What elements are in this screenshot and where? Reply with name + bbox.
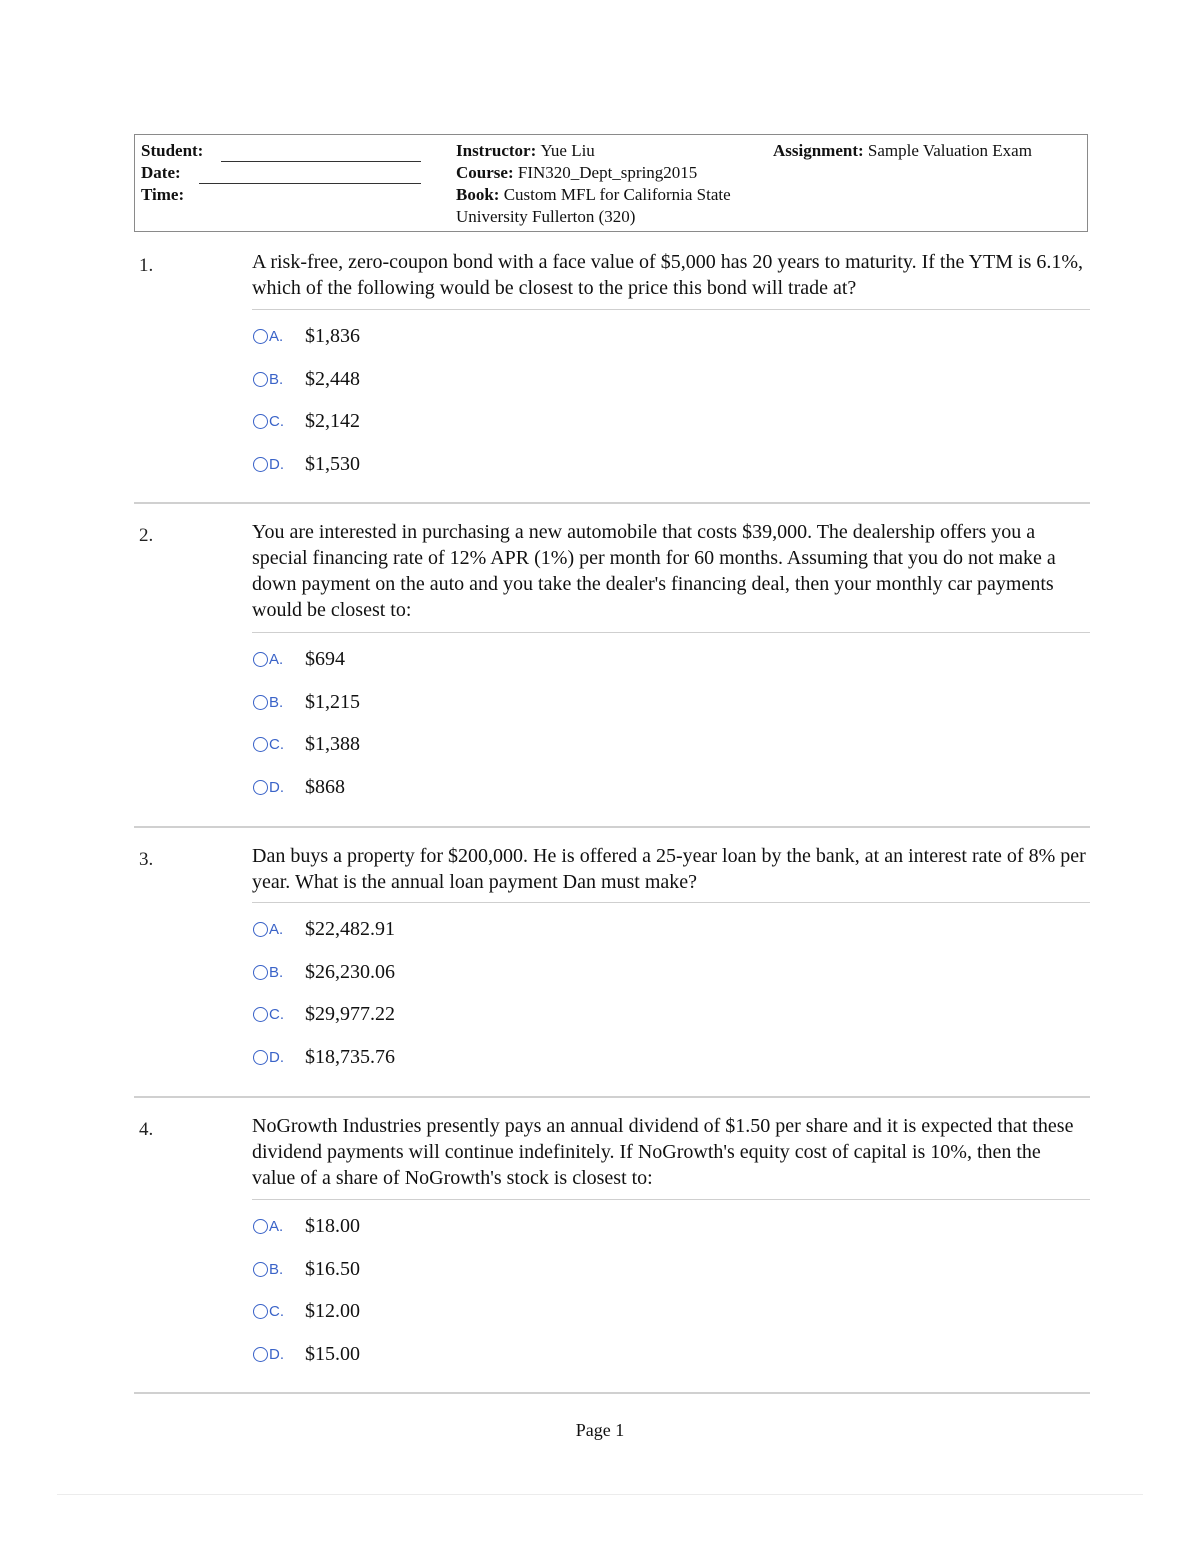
- option-d[interactable]: [253, 1045, 395, 1069]
- option-b[interactable]: [253, 690, 360, 714]
- option-value: $1,836: [305, 324, 360, 347]
- option-c[interactable]: [253, 1002, 395, 1026]
- option-b[interactable]: [253, 367, 360, 391]
- option-letter: C.: [269, 1005, 284, 1023]
- question-number: 1.: [139, 255, 154, 276]
- question-separator: [134, 1096, 1090, 1098]
- option-value: $2,448: [305, 367, 360, 390]
- option-d[interactable]: [253, 1342, 360, 1366]
- question-separator: [134, 1392, 1090, 1394]
- radio-button-icon[interactable]: [253, 1262, 268, 1277]
- radio-button-icon[interactable]: [253, 695, 268, 710]
- radio-button-icon[interactable]: [253, 780, 268, 795]
- option-letter: A.: [269, 327, 284, 345]
- option-a[interactable]: [253, 647, 345, 671]
- question-number: 4.: [139, 1119, 154, 1140]
- radio-button-icon[interactable]: [253, 1219, 268, 1234]
- radio-button-icon[interactable]: [253, 372, 268, 387]
- time-label: Time:: [141, 185, 185, 204]
- option-value: $18,735.76: [305, 1045, 395, 1068]
- assignment-value: Sample Valuation Exam: [867, 141, 1032, 160]
- radio-button-icon[interactable]: [253, 652, 268, 667]
- option-letter: A.: [269, 920, 284, 938]
- instructor-label: Instructor:: [456, 141, 537, 160]
- option-letter: C.: [269, 735, 284, 753]
- radio-button-icon[interactable]: [253, 1347, 268, 1362]
- option-value: $16.50: [305, 1257, 360, 1280]
- instructor-value: Yue Liu: [540, 141, 595, 160]
- radio-button-icon[interactable]: [253, 1304, 268, 1319]
- question-divider: [252, 902, 1090, 903]
- date-label: Date:: [141, 163, 181, 182]
- course-info: [456, 140, 776, 228]
- question-text: Dan buys a property for $200,000. He is offered a 25-year loan by the bank, at an interest rate of 8% per year. What is the annual loan payment Dan must make?: [252, 845, 1086, 893]
- option-value: $1,215: [305, 690, 360, 713]
- course-label: Course:: [456, 163, 514, 182]
- question-text: You are interested in purchasing a new automobile that costs $39,000. The dealership offers you a special financing rate of 12% APR (1%) per month for 60 months. Assuming that you do not make a down payment on the auto and you take the dealer's financing deal, then your monthly car payments would be closest to:: [252, 521, 1056, 621]
- question-divider: [252, 632, 1090, 633]
- option-b[interactable]: [253, 960, 395, 984]
- option-value: $29,977.22: [305, 1002, 395, 1025]
- option-a[interactable]: [253, 324, 360, 348]
- book-value-continued: University Fullerton (320): [456, 207, 636, 226]
- option-value: $26,230.06: [305, 960, 395, 983]
- question-divider: [252, 1199, 1090, 1200]
- radio-button-icon[interactable]: [253, 922, 268, 937]
- radio-button-icon[interactable]: [253, 329, 268, 344]
- option-letter: C.: [269, 412, 284, 430]
- option-c[interactable]: [253, 409, 360, 433]
- option-value: $15.00: [305, 1342, 360, 1365]
- option-a[interactable]: [253, 917, 395, 941]
- option-value: $1,530: [305, 452, 360, 475]
- radio-button-icon[interactable]: [253, 1050, 268, 1065]
- radio-button-icon[interactable]: [253, 1007, 268, 1022]
- question-number: 2.: [139, 525, 154, 546]
- question-divider: [252, 309, 1090, 310]
- student-info: [141, 140, 431, 206]
- option-letter: B.: [269, 963, 284, 981]
- radio-button-icon[interactable]: [253, 737, 268, 752]
- option-value: $12.00: [305, 1299, 360, 1322]
- option-letter: B.: [269, 370, 284, 388]
- option-value: $868: [305, 775, 345, 798]
- radio-button-icon[interactable]: [253, 965, 268, 980]
- option-c[interactable]: [253, 732, 360, 756]
- student-name-field[interactable]: [221, 146, 421, 162]
- radio-button-icon[interactable]: [253, 457, 268, 472]
- option-letter: A.: [269, 1217, 284, 1235]
- question-text: NoGrowth Industries presently pays an annual dividend of $1.50 per share and it is expected that these dividend payments will continue indefinitely. If NoGrowth's equity cost of capital is 10%, then the value of a share of NoGrowth's stock is closest to:: [252, 1115, 1074, 1189]
- option-letter: D.: [269, 455, 284, 473]
- option-d[interactable]: [253, 775, 345, 799]
- option-a[interactable]: [253, 1214, 360, 1238]
- option-letter: D.: [269, 1048, 284, 1066]
- assignment-label: Assignment:: [773, 141, 864, 160]
- assignment-info: [773, 140, 1083, 162]
- assignment-header: [134, 134, 1088, 232]
- option-letter: D.: [269, 778, 284, 796]
- option-d[interactable]: [253, 452, 360, 476]
- option-letter: D.: [269, 1345, 284, 1363]
- option-b[interactable]: [253, 1257, 360, 1281]
- book-value: Custom MFL for California State: [503, 185, 731, 204]
- page-number: Page 1: [575, 1420, 625, 1440]
- page-bottom-divider: [57, 1494, 1143, 1495]
- option-value: $22,482.91: [305, 917, 395, 940]
- option-value: $18.00: [305, 1214, 360, 1237]
- option-c[interactable]: [253, 1299, 360, 1323]
- option-letter: B.: [269, 1260, 284, 1278]
- course-value: FIN320_Dept_spring2015: [517, 163, 698, 182]
- student-label: Student:: [141, 141, 204, 160]
- question-number: 3.: [139, 849, 154, 870]
- option-letter: C.: [269, 1302, 284, 1320]
- option-letter: A.: [269, 650, 284, 668]
- radio-button-icon[interactable]: [253, 414, 268, 429]
- question-separator: [134, 826, 1090, 828]
- option-value: $694: [305, 647, 345, 670]
- book-label: Book:: [456, 185, 500, 204]
- question-separator: [134, 502, 1090, 504]
- question-text: A risk-free, zero-coupon bond with a face value of $5,000 has 20 years to maturity. If the YTM is 6.1%, which of the following would be closest to the price this bond will trade at?: [252, 251, 1084, 299]
- option-value: $1,388: [305, 732, 360, 755]
- date-field[interactable]: [199, 168, 421, 184]
- option-letter: B.: [269, 693, 284, 711]
- option-value: $2,142: [305, 409, 360, 432]
